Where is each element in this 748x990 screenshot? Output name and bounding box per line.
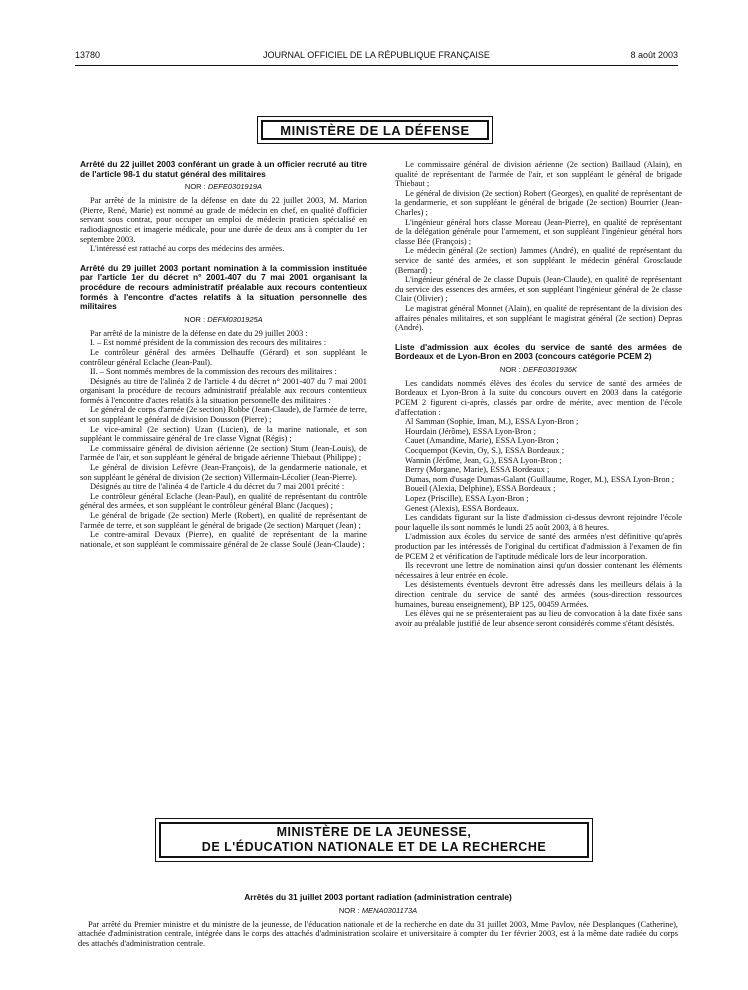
liste-nor-code: DEFE0301936K: [522, 364, 578, 374]
arrete2-paragraph: Le commissaire général de division aérienne (2e section) Stum (Jean-Louis), de l'armée de l'air, et son suppléant le général de brigade aérienne Thiebaut (Philippe) ;: [80, 443, 367, 463]
candidate-item: Hourdain (Jérôme), ESSA Lyon-Bron ;: [405, 426, 536, 436]
liste-closing: Les candidats figurant sur la liste d'admission ci-dessus devront rejoindre l'école pour laquelle ils sont nommés le lundi 25 août 2003, à 8 heures.: [395, 513, 682, 532]
arrete2-paragraph: Par arrêté de la ministre de la défense en date du 29 juillet 2003 :: [90, 328, 308, 338]
ministry-education-line2: DE L'ÉDUCATION NATIONALE ET DE LA RECHERCHE: [201, 840, 547, 854]
arrete2-paragraph-cont: L'ingénieur général hors classe Moreau (Jean-Pierre), en qualité de représentant de la délégation générale pour l'armement, et son suppléant l'ingénieur général hors classe Bée (François) ;: [395, 217, 682, 246]
ministry-education-title: [159, 822, 589, 858]
arrete2-paragraph: Le contrôleur général des armées Delhauffe (Gérard) et son suppléant le contrôleur général Eclache (Jean-Paul).: [80, 347, 367, 367]
arrete2-paragraph-cont: L'ingénieur général de 2e classe Dupuis (Jean-Claude), en qualité de représentant du service des essences des armées, et son suppléant l'ingénieur général de 2e classe Clair (Olivier) ;: [395, 275, 682, 304]
candidate-item: Genest (Alexis), ESSA Bordeaux.: [405, 503, 519, 513]
arrete3-nor-code: MENA0301173A: [361, 905, 418, 915]
arrete1-nor: NOR : DEFE0301919A: [184, 182, 263, 192]
right-column: [395, 160, 682, 628]
arrete3-title: Arrêtés du 31 juillet 2003 portant radiation (administration centrale): [244, 892, 512, 902]
arrete2-paragraph: Le général de brigade (2e section) Merle (Robert), en qualité de représentant de l'armée de terre, et son suppléant le général de brigade (2e section) Marquet (Jean) ;: [80, 511, 367, 530]
ministry-education-line1: MINISTÈRE DE LA JEUNESSE,: [276, 825, 472, 839]
candidate-item: Lopez (Priscille), ESSA Lyon-Bron ;: [405, 494, 529, 503]
arrete2-paragraph-cont: Le général de division (2e section) Robert (Georges), en qualité de représentant de la gendarmerie, et son suppléant le général de brigade (2e section) Bourrier (Jean-Charles) ;: [395, 188, 682, 217]
liste-nor: NOR : DEFE0301936K: [499, 364, 578, 374]
ministry-education-box: [155, 818, 593, 862]
journal-title: JOURNAL OFFICIEL DE LA RÉPUBLIQUE FRANÇAISE: [263, 50, 490, 60]
arrete1-paragraph: L'intéressé est rattaché au corps des médecins des armées.: [90, 244, 285, 254]
liste-closing: L'admission aux écoles du service de santé des armées n'est définitive qu'après production par les intéressés de l'original du certificat d'admission à l'examen de fin de PCEM 2 et vérification de l'aptitude médicale lors de leur incorporation.: [395, 532, 682, 561]
arrete2-paragraph-cont: Le commissaire général de division aérienne (2e section) Baillaud (Alain), en qualité de représentant de l'armée de l'air, et son suppléant le général de brigade Thiebaut ;: [395, 160, 682, 189]
arrete3-nor: NOR : MENA0301173A: [338, 905, 418, 915]
arrete2-paragraph: Désignés au titre de l'alinéa 2 de l'article 4 du décret n° 2001-407 du 7 mai 2001 organisant la procédure de recours administratif préalable aux recours contentieux formés à l'encontre d'actes relatifs à la situation personnelle des militaires :: [80, 376, 367, 405]
arrete2-paragraph: Désignés au titre de l'alinéa 4 de l'article 4 du décret du 7 mai 2001 précité :: [90, 482, 345, 492]
liste-closing: Les élèves qui ne se présenteraient pas au lieu de convocation à la date fixée sans avoir au préalable justifié de leur absence seront considérés comme s'étant désistés.: [395, 609, 682, 628]
arrete2-paragraph: Le général de division Lefèvre (Jean-François), de la gendarmerie nationale, et son suppléant le général de division (2e section) Villermain-Lécolier (Jean-Pierre).: [80, 463, 367, 482]
arrete2-nor-code: DEFM0301925A: [207, 314, 263, 324]
arrete2-paragraph-cont: Le médecin général (2e section) Jammes (André), en qualité de représentant du service de santé des armées, et son suppléant le médecin général Grosclaude (Bernard) ;: [395, 246, 682, 275]
page-number: 13780: [75, 50, 101, 60]
arrete1-title: Arrêté du 22 juillet 2003 conférant un grade à un officier recruté au titre de l'article 98-1 du statut général des militaires: [80, 159, 367, 179]
left-column: [80, 160, 367, 549]
arrete2-paragraph: Le vice-amiral (2e section) Uzan (Lucien), de la marine nationale, et son suppléant le commissaire général de 1re classe Vignat (Régis) ;: [80, 424, 367, 444]
candidate-item: Cocquempot (Kevin, Oy, S.), ESSA Bordeaux ;: [405, 446, 565, 456]
arrete2-paragraph: II. – Sont nommés membres de la commission des recours des militaires :: [90, 367, 337, 377]
arrete2-paragraph-cont: Le magistrat général Monnet (Alain), en qualité de représentant de la division des affaires pénales militaires, et son suppléant le magistrat général (2e section) Depras (André).: [395, 303, 682, 333]
candidate-item: Wannin (Jérôme, Jean, G.), ESSA Lyon-Bron ;: [405, 455, 562, 465]
arrete1-nor-code: DEFE0301919A: [207, 182, 263, 192]
candidate-item: Boueil (Alexia, Delphine), ESSA Bordeaux ;: [405, 484, 556, 494]
arrete2-title: Arrêté du 29 juillet 2003 portant nomination à la commission instituée par l'article 1er du décret n° 2001-407 du 7 mai 2001 organisant la procédure de recours administratif préalable aux recours contentieux formés à l'encontre d'actes relatifs à la situation personnelle des militaires: [80, 262, 367, 312]
arrete1-paragraph: Par arrêté de la ministre de la défense en date du 22 juillet 2003, M. Marion (Pierre, René, Marie) est nommé au grade de médecin en chef, en qualité d'officier servant sous contrat, pour occuper un emploi de médecin praticien spécialisé en radiodiagnostic et imagerie médicale, pour une durée de deux ans à compter du 1er septembre 2003.: [80, 196, 367, 244]
bottom-section: [78, 893, 678, 948]
ministry-defense-title: MINISTÈRE DE LA DÉFENSE: [261, 120, 489, 140]
candidate-item: Berry (Morgane, Marie), ESSA Bordeaux ;: [405, 465, 550, 475]
candidate-item: Al Samman (Sophie, Iman, M.), ESSA Lyon-Bron ;: [405, 417, 579, 427]
ministry-defense-box: [257, 116, 493, 144]
arrete2-paragraph: Le contrôleur général Eclache (Jean-Paul), en qualité de représentant du contrôle général des armées, et son suppléant le contrôleur général Blanc (Jacques) ;: [80, 491, 367, 511]
arrete2-paragraph: I. – Est nommé président de la commission des recours des militaires :: [90, 338, 327, 348]
liste-title: Liste d'admission aux écoles du service de santé des armées de Bordeaux et de Lyon-Bron en 2003 (concours catégorie PCEM 2): [395, 341, 682, 362]
header-rule: [75, 65, 678, 66]
arrete2-paragraph: Le général de corps d'armée (2e section) Robbe (Jean-Claude), de l'armée de terre, et son suppléant le général de division Dousson (Pierre) ;: [80, 405, 367, 425]
page-header: [75, 50, 678, 64]
arrete3-paragraph: Par arrêté du Premier ministre et du ministre de la jeunesse, de l'éducation nationale et de la recherche en date du 31 juillet 2003, Mme Pavlov, née Desplanques (Catherine), attachée d'administration centrale, intégrée dans le corps des attachés d'administration scolaire et universitaire à compter du 1er février 2003, est à la même date radiée du corps des attachés d'administration centrale.: [78, 919, 678, 948]
candidate-item: Cauet (Amandine, Marie), ESSA Lyon-Bron ;: [405, 436, 559, 446]
arrete2-nor: NOR : DEFM0301925A: [184, 314, 263, 324]
issue-date: 8 août 2003: [630, 50, 678, 60]
liste-closing: Ils recevront une lettre de nomination ainsi qu'un dossier contenant les éléments nécessaires à leur entrée en école.: [395, 561, 682, 580]
liste-closing: Les désistements éventuels devront être adressés dans les meilleurs délais à la direction centrale du service de santé des armées (sous-direction ressources humaines, bureau enseignement), BP 125, 00459 Armées.: [395, 580, 682, 609]
liste-intro: Les candidats nommés élèves des écoles du service de santé des armées de Bordeaux et Lyon-Bron à la suite du concours ouvert en 2003 dans la catégorie PCEM 2 figurent ci-après, classés par ordre de mérite, avec mention de l'école d'affectation :: [395, 378, 682, 417]
candidate-item: Dumas, nom d'usage Dumas-Galant (Guillaume, Roger, M.), ESSA Lyon-Bron ;: [405, 474, 675, 484]
arrete2-paragraph: Le contre-amiral Devaux (Pierre), en qualité de représentant de la marine nationale, et son suppléant le commissaire général de 2e classe Soulé (Jean-Claude) ;: [80, 530, 367, 549]
